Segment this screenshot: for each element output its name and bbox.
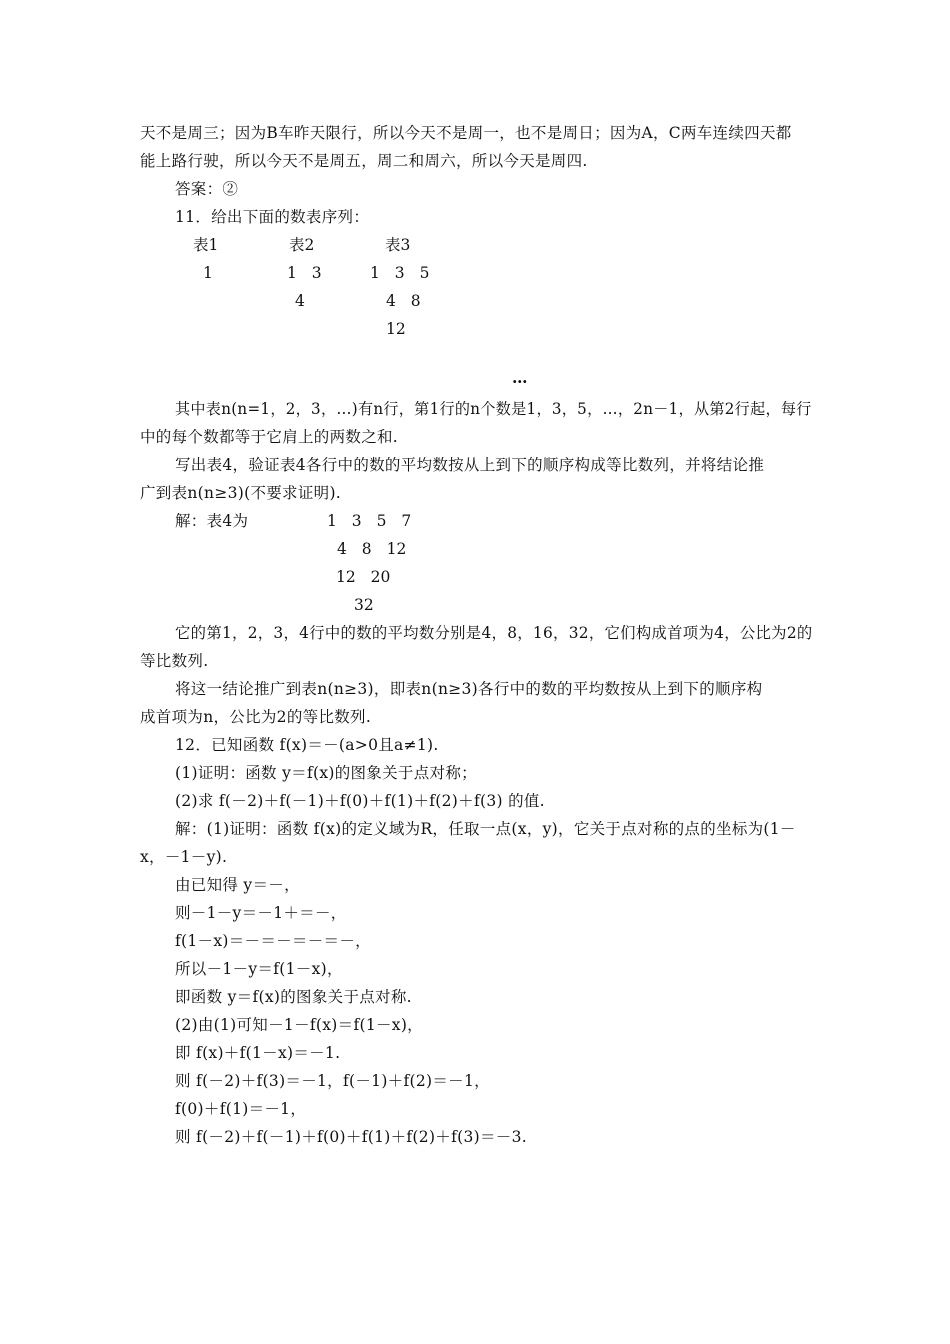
table-2-row-2: 4 <box>295 292 305 310</box>
q12-part-1: (1)证明：函数 y＝f(x)的图象关于点对称； <box>175 764 477 782</box>
q11-desc-1: 其中表n(n=1，2，3，…)有n行，第1行的n个数是1，3，5，…，2n－1，从第2行起，每行 <box>175 400 812 418</box>
answer-line: 答案：② <box>175 180 239 198</box>
q11-generalize-1: 将这一结论推广到表n(n≥3)，即表n(n≥3)各行中的数的平均数按从上到下的顺序构 <box>175 680 763 698</box>
q11-task-1: 写出表4，验证表4各行中的数的平均数按从上到下的顺序构成等比数列，并将结论推 <box>175 456 765 474</box>
table-4-row-3: 12 20 <box>336 568 391 586</box>
table-2-label: 表2 <box>289 236 315 254</box>
table-1-row-1: 1 <box>203 264 213 282</box>
q11-task-2: 广到表n(n≥3)(不要求证明). <box>140 484 342 502</box>
intro-line-2: 能上路行驶，所以今天不是周五，周二和周六，所以今天是周四. <box>140 152 588 170</box>
q11-solution-label: 解：表4为 <box>175 512 249 530</box>
ellipsis: … <box>512 368 528 387</box>
q12-solution-5: f(1－x)＝－＝－＝－＝－， <box>175 932 371 950</box>
q12-solution-12: 则 f(－2)＋f(－1)＋f(0)＋f(1)＋f(2)＋f(3)＝－3. <box>175 1128 527 1146</box>
q12-solution-7: 即函数 y＝f(x)的图象关于点对称. <box>175 988 412 1006</box>
q12-title: 12．已知函数 f(x)＝－(a>0且a≠1). <box>175 736 439 754</box>
intro-line-1: 天不是周三；因为B车昨天限行，所以今天不是周一，也不是周日；因为A，C两车连续四天都 <box>140 124 792 142</box>
q12-solution-1: 解：(1)证明：函数 f(x)的定义域为R，任取一点(x，y)，它关于点对称的点的坐标为(1－ <box>175 820 796 838</box>
table-3-row-3: 12 <box>386 320 406 338</box>
table-3-label: 表3 <box>385 236 411 254</box>
table-3-row-1: 1 3 5 <box>370 264 430 282</box>
q11-title: 11．给出下面的数表序列： <box>175 208 370 226</box>
q11-conclusion-1: 它的第1，2，3，4行中的数的平均数分别是4，8，16，32，它们构成首项为4，公比为2的 <box>175 624 813 642</box>
q12-solution-2: x，－1－y). <box>140 848 228 866</box>
q11-generalize-2: 成首项为n，公比为2的等比数列. <box>140 708 372 726</box>
q12-solution-11: f(0)＋f(1)＝－1， <box>175 1100 307 1118</box>
table-3-row-2: 4 8 <box>386 292 421 310</box>
q12-solution-8: (2)由(1)可知－1－f(x)＝f(1－x)， <box>175 1016 423 1034</box>
q12-solution-3: 由已知得 y＝－， <box>175 876 300 894</box>
table-4-row-2: 4 8 12 <box>337 540 407 558</box>
q12-solution-4: 则－1－y＝－1＋＝－， <box>175 904 347 922</box>
table-4-row-1: 1 3 5 7 <box>327 512 412 530</box>
table-2-row-1: 1 3 <box>287 264 322 282</box>
q12-solution-9: 即 f(x)＋f(1－x)＝－1. <box>175 1044 341 1062</box>
table-1-label: 表1 <box>193 236 219 254</box>
q11-conclusion-2: 等比数列. <box>140 652 209 670</box>
q12-solution-6: 所以－1－y＝f(1－x)， <box>175 960 343 978</box>
q12-solution-10: 则 f(－2)＋f(3)＝－1，f(－1)＋f(2)＝－1， <box>175 1072 490 1090</box>
q12-part-2: (2)求 f(－2)＋f(－1)＋f(0)＋f(1)＋f(2)＋f(3) 的值. <box>175 792 545 810</box>
q11-desc-2: 中的每个数都等于它肩上的两数之和. <box>140 428 399 446</box>
table-4-row-4: 32 <box>354 596 374 614</box>
